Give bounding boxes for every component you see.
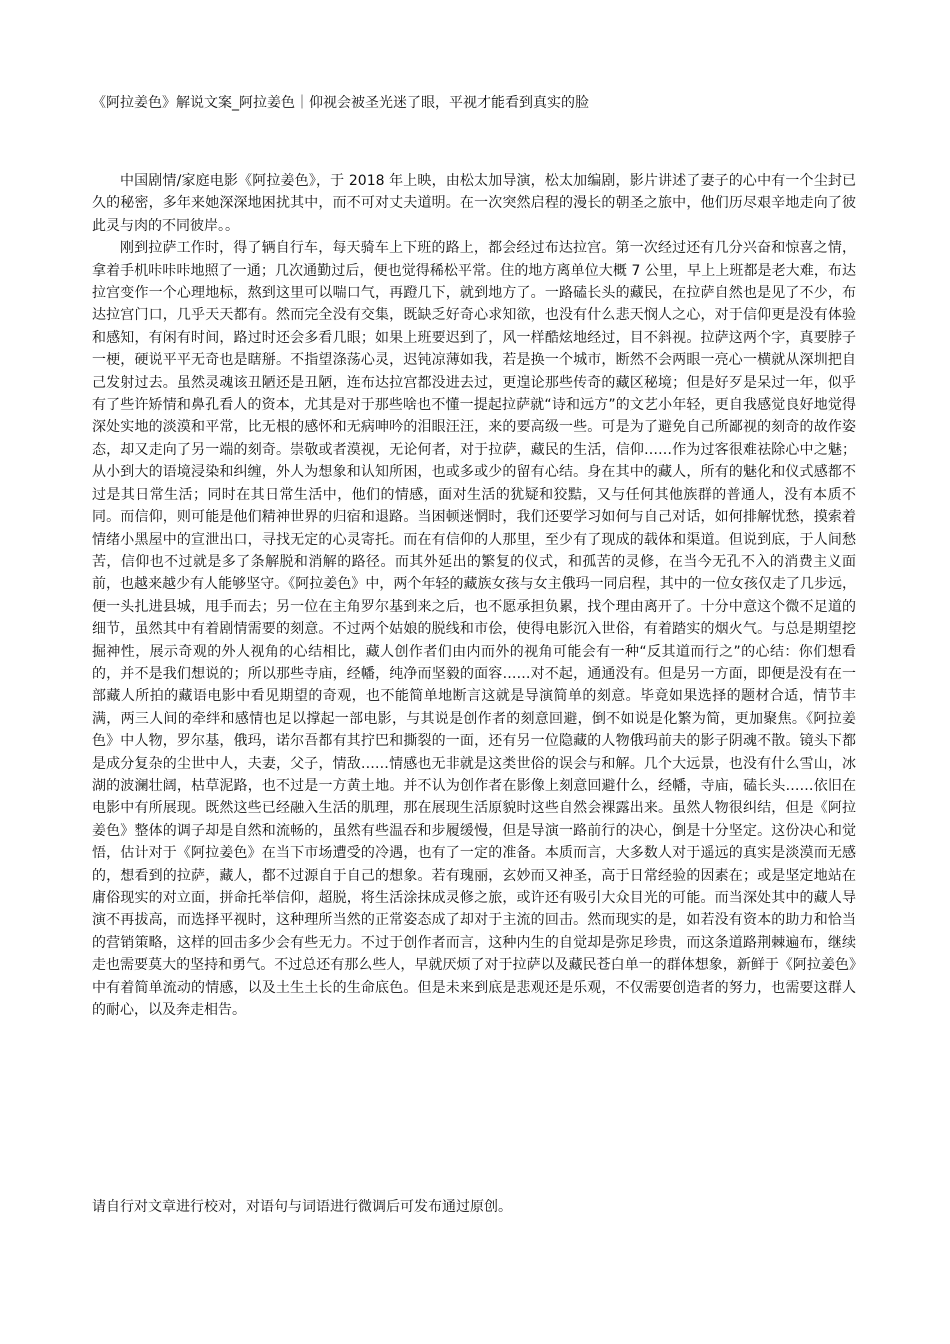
article-paragraph-intro: 中国剧情/家庭电影《阿拉姜色》，于 2018 年上映，由松太加导演，松太加编剧，影片讲述了妻子的心中有一个尘封已久的秘密，多年来她深深地困扰其中，而不可对丈夫道明。在一次突然启程的漫长的朝圣之旅中，他们历尽艰辛地走向了彼此灵与肉的不同彼岸。。 (92, 173, 856, 234)
document-title: 《阿拉姜色》解说文案_阿拉姜色｜仰视会被圣光迷了眼，平视才能看到真实的脸 (92, 95, 589, 111)
article-paragraph-main: 刚到拉萨工作时，得了辆自行车，每天骑车上下班的路上，都会经过布达拉宫。第一次经过还有几分兴奋和惊喜之情，拿着手机咔咔咔地照了一通；几次通勤过后，便也觉得稀松平常。住的地方离单位大概 7 公里，早上上班都是老大难，布达拉宫变作一个心理地标，熬到这里可以喘口气，再蹬几下，就到地方了。一路磕长头的藏民，在拉萨自然也是见了不少，布达拉宫门口，几乎天天都有。然而完全没有交集，既缺乏好奇心求知欲，也没有什么悲天悯人之心，对于信仰更是没有体验和感知，有闲有时间，路过时还会多看几眼；如果上班要迟到了，风一样酷炫地经过，目不斜视。拉萨这两个字，真要脖子一梗，硬说平平无奇也是瞎掰。不指望涤荡心灵，迟钝凉薄如我，若是换一个城市，断然不会两眼一亮心一横就从深圳把自己发射过去。虽然灵魂该丑陋还是丑陋，连布达拉宫都没进去过，更遑论那些传奇的藏区秘境；但是好歹是呆过一年，似乎有了些许矫情和鼻孔看人的资本，尤其是对于那些啥也不懂一提起拉萨就“诗和远方”的文艺小年轻，更自我感觉良好地觉得深处实地的淡漠和平常，比无根的感怀和无病呻吟的泪眼汪汪，来的要高级一些。可是为了避免自己所鄙视的刻奇的故作姿态，却又走向了另一端的刻奇。崇敬或者漠视，无论何者，对于拉萨，藏民的生活，信仰……作为过客很难祛除心中之魅；从小到大的语境浸染和纠缠，外人为想象和认知所困，也或多或少的留有心结。身在其中的藏人，所有的魅化和仪式感都不过是其日常生活；同时在其日常生活中，他们的情感，面对生活的犹疑和狡黠，又与任何其他族群的普通人，没有本质不同。而信仰，则可能是他们精神世界的归宿和退路。当困顿迷惘时，我们还要学习如何与自己对话，如何排解忧愁，摸索着情绪小黑屋中的宣泄出口，寻找无定的心灵寄托。而在有信仰的人那里，至少有了现成的载体和渠道。但说到底，于人间愁苦，信仰也不过就是多了条解脱和消解的路径。而其外延出的繁复的仪式，和孤苦的灵修，在当今无孔不入的消费主义面前，也越来越少有人能够坚守。《阿拉姜色》中，两个年轻的藏族女孩与女主俄玛一同启程，其中的一位女孩仅走了几步远，便一头扎进县城，甩手而去；另一位在主角罗尔基到来之后，也不愿承担负累，找个理由离开了。十分中意这个微不足道的细节，虽然其中有着剧情需要的刻意。不过两个姑娘的脱线和市侩，使得电影沉入世俗，有着踏实的烟火气。与总是期望挖掘神性，展示奇观的外人视角的心结相比，藏人创作者们由内而外的视角可能会有一种“反其道而行之”的心结：你们想看的，并不是我们想说的；所以那些寺庙，经幡，纯净而坚毅的面容……对不起，通通没有。但是另一方面，即便是没有在一部藏人所拍的藏语电影中看见期望的奇观，也不能简单地断言这就是导演简单的刻意。毕竟如果选择的题材合适，情节丰满，两三人间的牵绊和感情也足以撑起一部电影，与其说是创作者的刻意回避，倒不如说是化繁为简，更加聚焦。《阿拉姜色》中人物，罗尔基，俄玛，诺尔吾都有其拧巴和撕裂的一面，还有另一位隐藏的人物俄玛前夫的影子阴魂不散。镜头下都是成分复杂的尘世中人，夫妻，父子，情敌……情感也无非就是这类世俗的误会与和解。几个大远景，也没有什么雪山，冰湖的波澜壮阔，枯草泥路，也不过是一方黄土地。并不认为创作者在影像上刻意回避什么，经幡，寺庙，磕长头……依旧在电影中有所展现。既然这些已经融入生活的肌理，那在展现生活原貌时这些自然会裸露出来。虽然人物很纠结，但是《阿拉姜色》整体的调子却是自然和流畅的，虽然有些温吞和步履缓慢，但是导演一路前行的决心，倒是十分坚定。这份决心和觉悟，估计对于《阿拉姜色》在当下市场遭受的冷遇，也有了一定的准备。本质而言，大多数人对于遥远的真实是淡漠而无感的，想看到的拉萨，藏人，都不过源自于自己的想象。若有瑰丽，玄妙而又神圣，高于日常经验的因素在；或是坚定地站在庸俗现实的对立面，拼命托举信仰，超脱，将生活涂抹成灵修之旅，或许还有吸引大众目光的可能。而当深处其中的藏人导演不再拔高，而选择平视时，这种理所当然的正常姿态成了却对于主流的回击。然而现实的是，如若没有资本的助力和恰当的营销策略，这样的回击多少会有些无力。不过于创作者而言，这种内生的自觉却是弥足珍贵，而这条道路荆棘遍布，继续走也需要莫大的坚持和勇气。不过总还有那么些人，早就厌烦了对于拉萨以及藏民苍白单一的群体想象，新鲜于《阿拉姜色》中有着简单流动的情感，以及土生土长的生命底色。但是未来到底是悲观还是乐观，不仅需要创造者的努力，也需要这群人的耐心，以及奔走相告。 (92, 240, 856, 1019)
article-body (92, 170, 856, 1021)
footer-note: 请自行对文章进行校对，对语句与词语进行微调后可发布通过原创。 (92, 1199, 512, 1215)
